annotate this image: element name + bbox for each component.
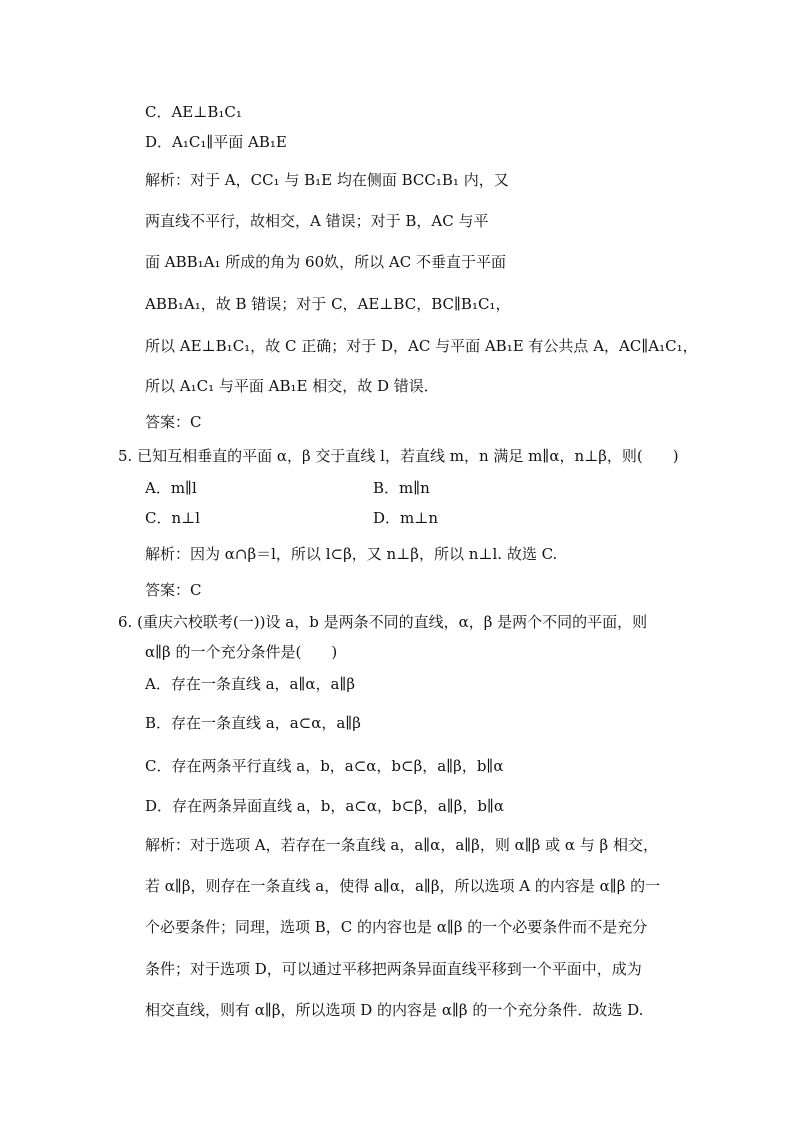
analysis-line: 所以 AE⊥B₁C₁，故 C 正确；对于 D，AC 与平面 AB₁E 有公共点 A，AC∥A₁C₁，: [145, 337, 698, 355]
option-c: C．存在两条平行直线 a，b，a⊂α，b⊂β，a∥β，b∥α: [145, 757, 504, 775]
question-6-cont: α∥β 的一个充分条件是( ): [145, 643, 338, 661]
answer-line: 答案：C: [145, 413, 202, 431]
analysis-line: 所以 A₁C₁ 与平面 AB₁E 相交，故 D 错误．: [145, 377, 439, 395]
option-c: C．n⊥l: [145, 509, 201, 527]
answer-line: 答案：C: [145, 581, 202, 599]
option-d: D．m⊥n: [373, 509, 439, 527]
analysis-line: 两直线不平行，故相交，A 错误；对于 B，AC 与平: [145, 212, 489, 230]
option-d: D．存在两条异面直线 a，b，a⊂α，b⊂β，a∥β，b∥α: [145, 797, 505, 815]
analysis-line: 个必要条件；同理，选项 B，C 的内容也是 α∥β 的一个必要条件而不是充分: [145, 918, 648, 936]
analysis-line: 面 ABB₁A₁ 所成的角为 60奺，所以 AC 不垂直于平面: [145, 253, 506, 271]
question-6: 6. (重庆六校联考(一))设 a，b 是两条不同的直线，α，β 是两个不同的平面，则: [118, 613, 648, 631]
option-b: B．存在一条直线 a，a⊂α，a∥β: [145, 714, 361, 732]
analysis-line: 解析：对于选项 A，若存在一条直线 a，a∥α，a∥β，则 α∥β 或 α 与 β 相交，: [145, 836, 658, 854]
option-d-text: D．A₁C₁∥平面 AB₁E: [145, 133, 287, 151]
option-a: A．m∥l: [145, 479, 197, 497]
question-5: 5. 已知互相垂直的平面 α，β 交于直线 l，若直线 m，n 满足 m∥α，n⊥β，则( ): [118, 447, 679, 465]
analysis-line: 相交直线，则有 α∥β，所以选项 D 的内容是 α∥β 的一个充分条件．故选 D.: [145, 1001, 644, 1019]
analysis-line: 条件；对于选项 D，可以通过平移把两条异面直线平移到一个平面中，成为: [145, 960, 642, 978]
analysis-line: 解析：因为 α∩β＝l，所以 l⊂β，又 n⊥β，所以 n⊥l. 故选 C.: [145, 545, 558, 563]
option-a: A．存在一条直线 a，a∥α，a∥β: [145, 675, 356, 693]
option-b: B．m∥n: [373, 479, 430, 497]
analysis-line: ABB₁A₁，故 B 错误；对于 C，AE⊥BC，BC∥B₁C₁，: [145, 295, 511, 313]
analysis-line: 解析：对于 A，CC₁ 与 B₁E 均在侧面 BCC₁B₁ 内，又: [145, 171, 509, 189]
analysis-line: 若 α∥β，则存在一条直线 a，使得 a∥α，a∥β，所以选项 A 的内容是 α∥β 的一: [145, 877, 661, 895]
option-c-text: C．AE⊥B₁C₁: [145, 103, 242, 121]
